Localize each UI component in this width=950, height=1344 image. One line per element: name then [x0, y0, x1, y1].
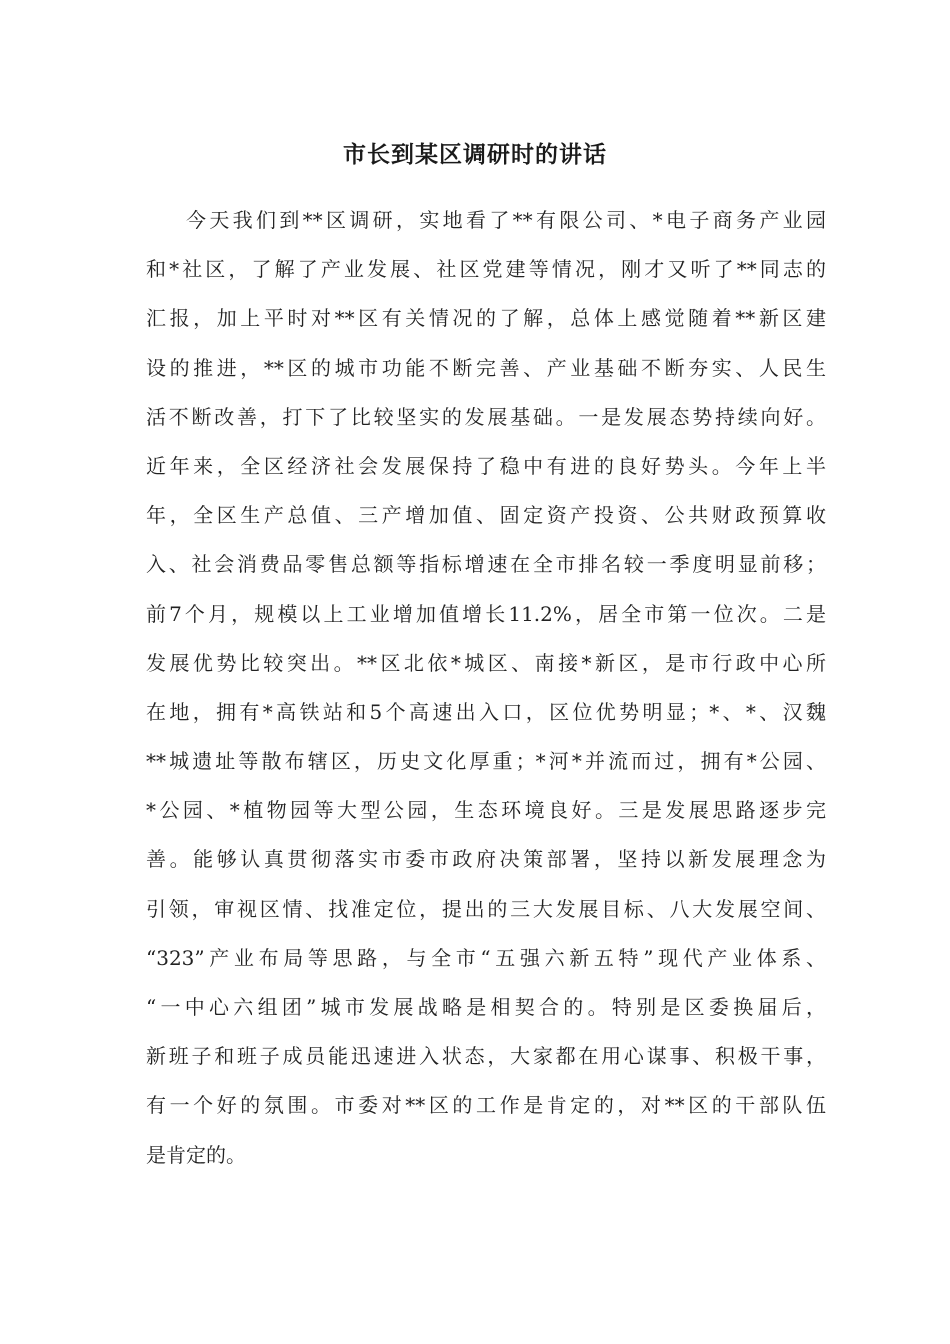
paragraph-line: *公园、*植物园等大型公园，生态环境良好。三是发展思路逐步完	[146, 798, 826, 823]
paragraph-line: 设的推进，**区的城市功能不断完善、产业基础不断夯实、人民生	[146, 355, 826, 380]
paragraph-line: 引领，审视区情、找准定位，提出的三大发展目标、八大发展空间、	[146, 896, 826, 921]
paragraph-line: 年，全区生产总值、三产增加值、固定资产投资、公共财政预算收	[146, 503, 826, 528]
paragraph-line: 有一个好的氛围。市委对**区的工作是肯定的，对**区的干部队伍	[146, 1093, 826, 1118]
paragraph-line: 和*社区，了解了产业发展、社区党建等情况，刚才又听了**同志的	[146, 257, 826, 282]
paragraph-line: 发展优势比较突出。**区北依*城区、南接*新区，是市行政中心所	[146, 650, 826, 675]
paragraph-line: 今天我们到**区调研，实地看了**有限公司、*电子商务产业园	[186, 208, 826, 232]
paragraph-line: 新班子和班子成员能迅速进入状态，大家都在用心谋事、积极干事，	[146, 1044, 826, 1069]
paragraph-line: 入、社会消费品零售总额等指标增速在全市排名较一季度明显前移；	[146, 552, 826, 577]
paragraph-line: 近年来，全区经济社会发展保持了稳中有进的良好势头。今年上半	[146, 453, 826, 478]
speech-paragraph	[146, 196, 826, 1180]
paragraph-line: 是肯定的。	[146, 1142, 246, 1167]
paragraph-line: **城遗址等散布辖区，历史文化厚重；*河*并流而过，拥有*公园、	[146, 749, 826, 774]
paragraph-line: 汇报，加上平时对**区有关情况的了解，总体上感觉随着**新区建	[146, 306, 826, 331]
paragraph-line: “323”产业布局等思路，与全市“五强六新五特”现代产业体系、	[146, 945, 826, 970]
paragraph-line: 善。能够认真贯彻落实市委市政府决策部署，坚持以新发展理念为	[146, 847, 826, 872]
document-title: 市长到某区调研时的讲话	[343, 142, 607, 168]
paragraph-line: 活不断改善，打下了比较坚实的发展基础。一是发展态势持续向好。	[146, 404, 826, 429]
paragraph-line: 在地，拥有*高铁站和5个高速出入口，区位优势明显；*、*、汉魏	[146, 699, 826, 724]
paragraph-line: “一中心六组团”城市发展战略是相契合的。特别是区委换届后，	[146, 995, 826, 1019]
paragraph-line: 前7个月，规模以上工业增加值增长11.2%，居全市第一位次。二是	[146, 601, 826, 626]
